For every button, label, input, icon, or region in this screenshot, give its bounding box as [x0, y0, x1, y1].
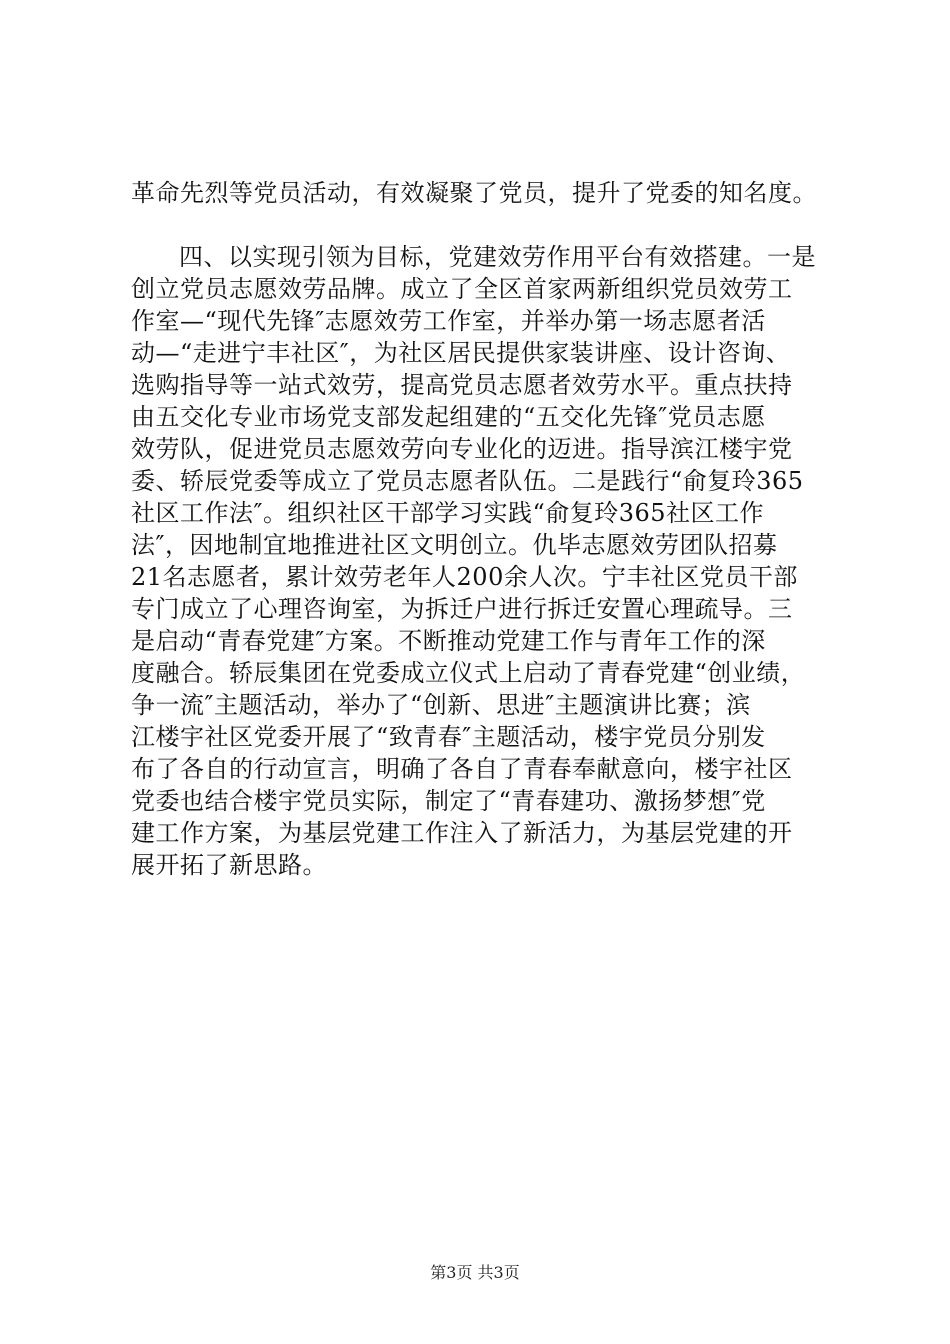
paragraph-2-line: 布了各自的行动宣言，明确了各自了青春奉献意向，楼宇社区 — [131, 755, 793, 783]
paragraph-2-line: 社区工作法″。组织社区干部学习实践“俞复玲365社区工作 — [131, 499, 765, 527]
paragraph-2-line: 委、轿辰党委等成立了党员志愿者队伍。二是践行“俞复玲365 — [131, 467, 804, 495]
paragraph-2-line: 展开拓了新思路。 — [131, 851, 327, 879]
paragraph-1-line: 革命先烈等党员活动，有效凝聚了党员，提升了党委的知名度。 — [131, 179, 817, 207]
paragraph-2-line: 21名志愿者，累计效劳老年人200余人次。宁丰社区党员干部 — [131, 563, 798, 591]
paragraph-2-line: 争一流″主题活动，举办了“创新、思进″主题演讲比赛；滨 — [131, 691, 751, 719]
paragraph-2-line: 建工作方案，为基层党建工作注入了新活力，为基层党建的开 — [131, 819, 793, 847]
paragraph-2-line: 党委也结合楼宇党员实际，制定了“青春建功、激扬梦想″党 — [131, 787, 766, 815]
paragraph-2-line: 动—“走进宁丰社区″，为社区居民提供家装讲座、设计咨询、 — [131, 339, 791, 367]
paragraph-2-line: 法″，因地制宜地推进社区文明创立。仇毕志愿效劳团队招募 — [131, 531, 778, 559]
paragraph-2-line: 由五交化专业市场党支部发起组建的“五交化先锋″党员志愿 — [131, 403, 766, 431]
page-number-footer: 第3页 共3页 — [430, 1263, 520, 1282]
paragraph-2-line: 选购指导等一站式效劳，提高党员志愿者效劳水平。重点扶持 — [131, 371, 793, 399]
paragraph-2-line: 专门成立了心理咨询室，为拆迁户进行拆迁安置心理疏导。三 — [131, 595, 793, 623]
paragraph-2-line: 效劳队，促进党员志愿效劳向专业化的迈进。指导滨江楼宇党 — [131, 435, 793, 463]
paragraph-2-line: 创立党员志愿效劳品牌。成立了全区首家两新组织党员效劳工 — [131, 275, 793, 303]
paragraph-2-line: 是启动“青春党建″方案。不断推动党建工作与青年工作的深 — [131, 627, 766, 655]
paragraph-2-line: 江楼宇社区党委开展了“致青春″主题活动，楼宇党员分别发 — [131, 723, 766, 751]
paragraph-2-line: 作室—“现代先锋″志愿效劳工作室，并举办第一场志愿者活 — [131, 307, 766, 335]
paragraph-2-line: 度融合。轿辰集团在党委成立仪式上启动了青春党建“创业绩， — [131, 659, 806, 687]
paragraph-2-line: 四、以实现引领为目标，党建效劳作用平台有效搭建。一是 — [179, 243, 816, 271]
